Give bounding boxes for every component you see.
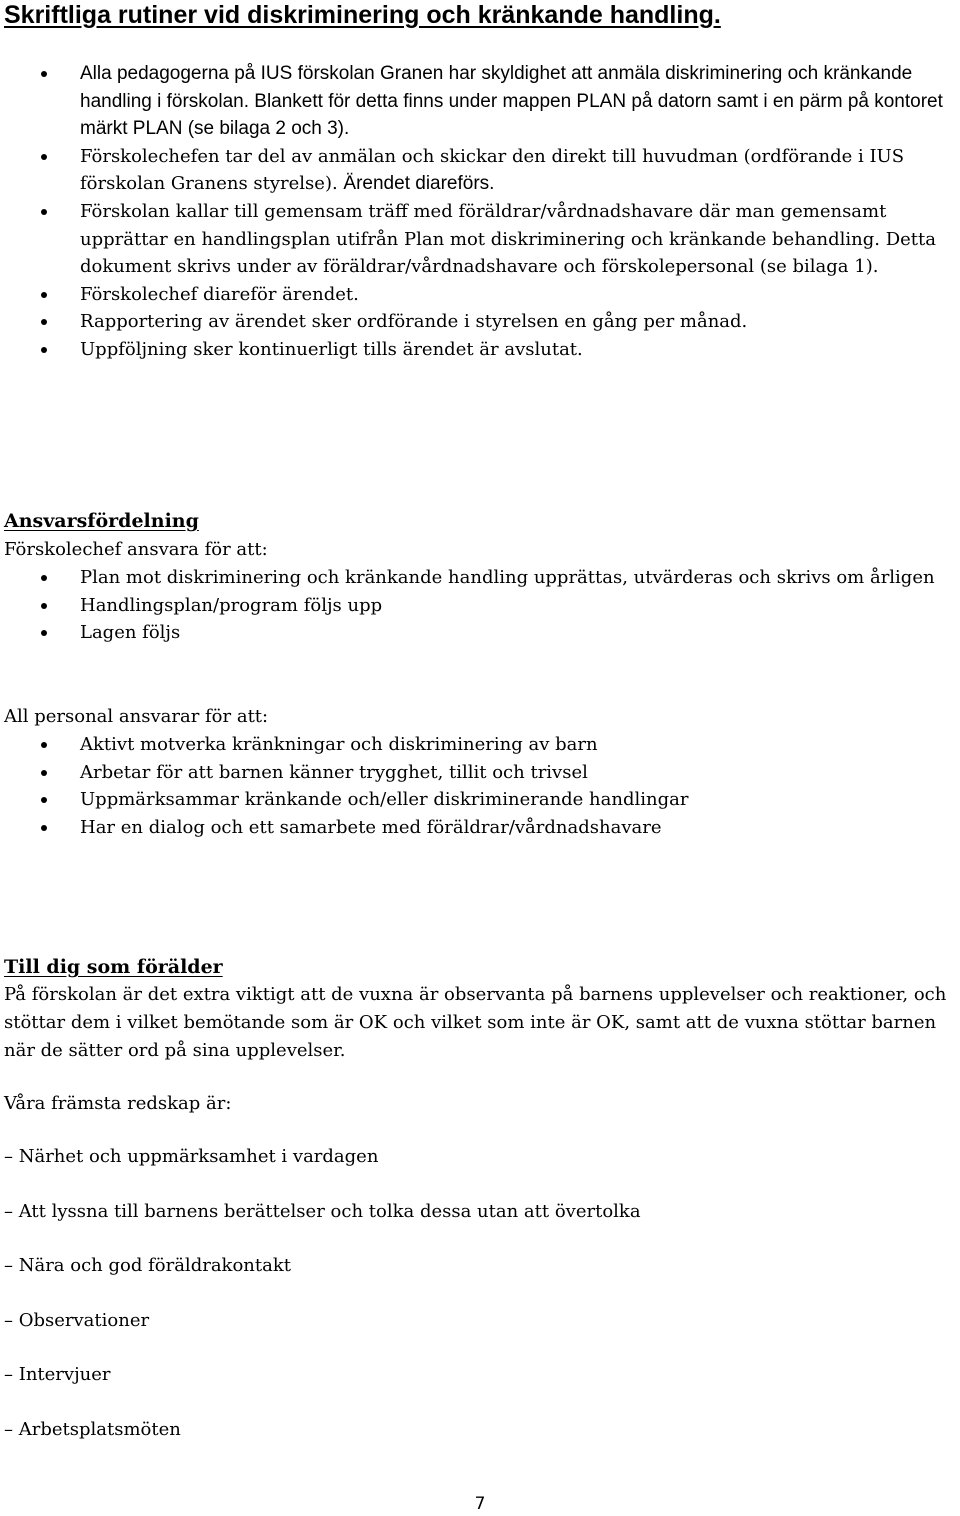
foralder-heading: Till dig som förälder — [4, 956, 223, 978]
page-number: 7 — [474, 1494, 486, 1514]
personal-item: Uppmärksammar kränkande och/eller diskriminerande handlingar — [0, 786, 688, 814]
bullet-icon — [41, 154, 47, 160]
page-title: Skriftliga rutiner vid diskriminering och kränkande handling. — [4, 1, 721, 29]
personal-intro: All personal ansvarar för att: — [4, 706, 269, 727]
chef-list — [0, 564, 940, 647]
tools-intro: Våra främsta redskap är: — [4, 1093, 232, 1114]
routines-list — [0, 60, 950, 364]
bullet-icon — [41, 347, 47, 353]
bullet-icon — [41, 630, 47, 636]
routine-item: Förskolan kallar till gemensam träff med föräldrar/vårdnadshavare där man gemensamt upprättar en handlingsplan utifrån Plan mot diskriminering och kränkande behandling. Detta dokument skrivs under av föräldrar/vårdnadshavare och förskolepersonal (se bilaga 1). — [0, 198, 950, 281]
ansvar-heading: Ansvarsfördelning — [4, 510, 199, 532]
routine-item: Rapportering av ärendet sker ordförande i styrelsen en gång per månad. — [0, 308, 950, 336]
personal-list — [0, 731, 688, 841]
bullet-icon — [41, 292, 47, 298]
chef-item: Handlingsplan/program följs upp — [0, 592, 940, 620]
bullet-icon — [41, 742, 47, 748]
tool-item: – Intervjuer — [4, 1364, 111, 1385]
routine-item: Förskolechef diareför ärendet. — [0, 281, 950, 309]
personal-item: Arbetar för att barnen känner trygghet, tillit och trivsel — [0, 759, 688, 787]
tool-item: – Observationer — [4, 1310, 150, 1331]
personal-item: Har en dialog och ett samarbete med föräldrar/vårdnadshavare — [0, 814, 688, 842]
chef-item: Plan mot diskriminering och kränkande handling upprättas, utvärderas och skrivs om årligen — [0, 564, 940, 592]
bullet-icon — [41, 770, 47, 776]
bullet-icon — [41, 71, 47, 77]
bullet-icon — [41, 603, 47, 609]
chef-intro: Förskolechef ansvara för att: — [4, 539, 268, 560]
tool-item: – Nära och god föräldrakontakt — [4, 1255, 291, 1276]
tool-item: – Arbetsplatsmöten — [4, 1419, 181, 1440]
routine-item: Förskolechefen tar del av anmälan och skickar den direkt till huvudman (ordförande i IUS förskolan Granens styrelse). Ärendet diareförs. — [0, 143, 950, 198]
personal-item: Aktivt motverka kränkningar och diskriminering av barn — [0, 731, 688, 759]
tool-item: – Att lyssna till barnens berättelser och tolka dessa utan att övertolka — [4, 1201, 641, 1222]
routine-item: Uppföljning sker kontinuerligt tills ärendet är avslutat. — [0, 336, 950, 364]
foralder-paragraph: På förskolan är det extra viktigt att de vuxna är observanta på barnens upplevelser och reaktioner, och stöttar dem i vilket bemötande som är OK och vilket som inte är OK, samt att de vuxna stöttar barnen när de sätter ord på sina upplevelser. — [4, 984, 947, 1061]
chef-item: Lagen följs — [0, 619, 940, 647]
bullet-icon — [41, 209, 47, 215]
routine-item: Alla pedagogerna på IUS förskolan Granen har skyldighet att anmäla diskriminering och kränkande handling i förskolan. Blankett för detta finns under mappen PLAN på datorn samt i en pärm på kontoret märkt PLAN (se bilaga 2 och 3). — [0, 60, 950, 143]
bullet-icon — [41, 319, 47, 325]
bullet-icon — [41, 575, 47, 581]
tool-item: – Närhet och uppmärksamhet i vardagen — [4, 1146, 379, 1167]
bullet-icon — [41, 825, 47, 831]
bullet-icon — [41, 797, 47, 803]
